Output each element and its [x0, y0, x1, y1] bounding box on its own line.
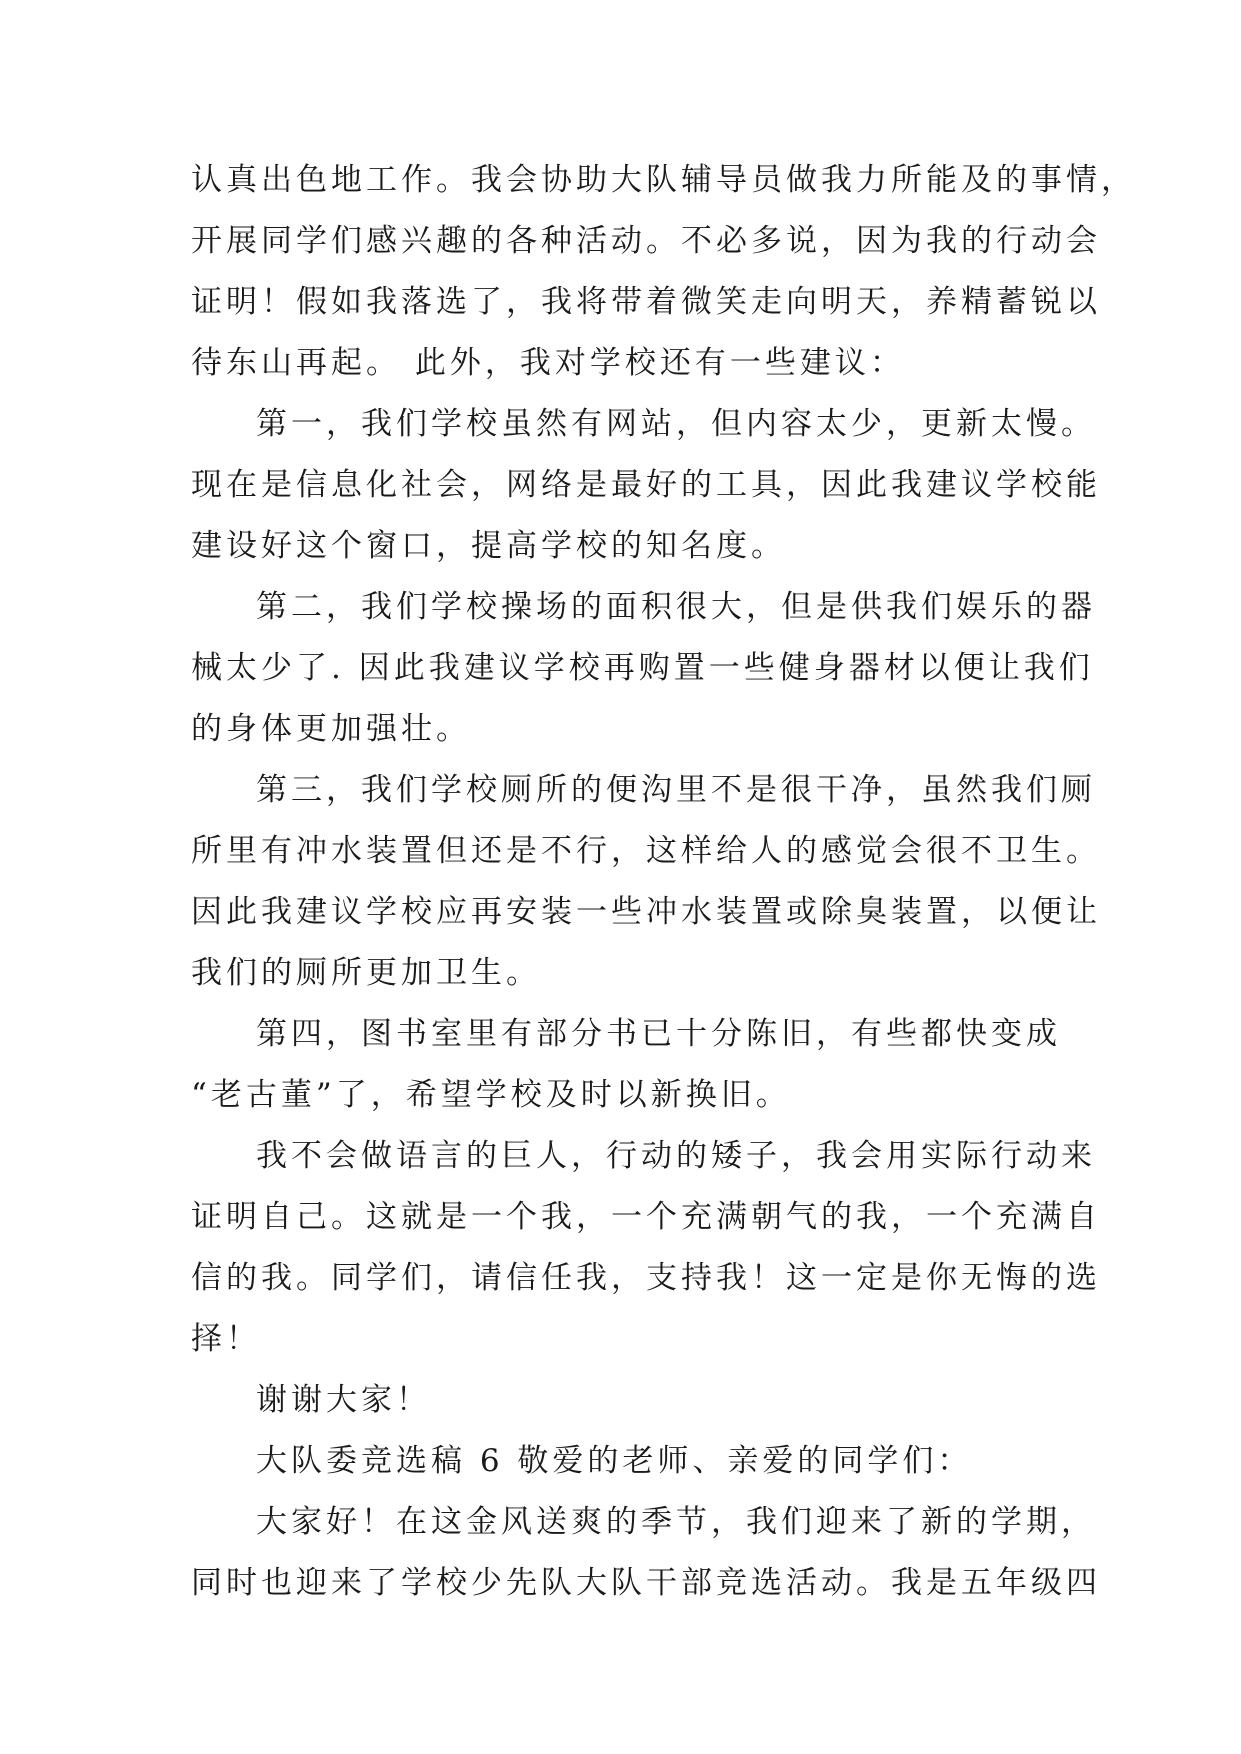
text-line: 第四，图书室里有部分书已十分陈旧，有些都快变成 — [256, 1016, 1061, 1052]
text-line: 开展同学们感兴趣的各种活动。不必多说，因为我的行动会 — [191, 223, 1101, 259]
text-line: 同时也迎来了学校少先队大队干部竞选活动。我是五年级四 — [191, 1565, 1101, 1601]
text-line: 待东山再起。 此外，我对学校还有一些建议： — [191, 345, 905, 381]
text-line: 的身体更加强壮。 — [191, 711, 471, 747]
text-line: “老古董”了，希望学校及时以新换旧。 — [191, 1077, 791, 1113]
text-line: 证明自己。这就是一个我，一个充满朝气的我，一个充满自 — [191, 1199, 1101, 1235]
text-line: 证明！假如我落选了，我将带着微笑走向明天，养精蓄锐以 — [191, 284, 1101, 320]
text-line: 择！ — [191, 1321, 261, 1357]
text-line: 因此我建议学校应再安装一些冲水装置或除臭装置，以便让 — [191, 894, 1101, 930]
text-line: 谢谢大家！ — [256, 1382, 431, 1418]
text-line: 我不会做语言的巨人，行动的矮子，我会用实际行动来 — [256, 1138, 1096, 1174]
document-body — [191, 150, 1136, 1614]
text-line: 信的我。同学们，请信任我，支持我！这一定是你无悔的选 — [191, 1260, 1101, 1296]
text-line: 现在是信息化社会，网络是最好的工具，因此我建议学校能 — [191, 467, 1101, 503]
text-line: 建设好这个窗口，提高学校的知名度。 — [191, 528, 786, 564]
text-line: 第一，我们学校虽然有网站，但内容太少，更新太慢。 — [256, 406, 1096, 442]
text-line: 械太少了. 因此我建议学校再购置一些健身器材以便让我们 — [191, 650, 1094, 686]
text-line: 所里有冲水装置但还是不行，这样给人的感觉会很不卫生。 — [191, 833, 1101, 869]
text-line: 我们的厕所更加卫生。 — [191, 955, 541, 991]
text-line: 第二，我们学校操场的面积很大，但是供我们娱乐的器 — [256, 589, 1096, 625]
text-line: 大队委竞选稿 6 敬爱的老师、亲爱的同学们： — [256, 1443, 973, 1479]
text-line: 第三，我们学校厕所的便沟里不是很干净，虽然我们厕 — [256, 772, 1096, 808]
text-line: 认真出色地工作。我会协助大队辅导员做我力所能及的事情， — [191, 162, 1136, 198]
text-line: 大家好！在这金风送爽的季节，我们迎来了新的学期， — [256, 1504, 1096, 1540]
